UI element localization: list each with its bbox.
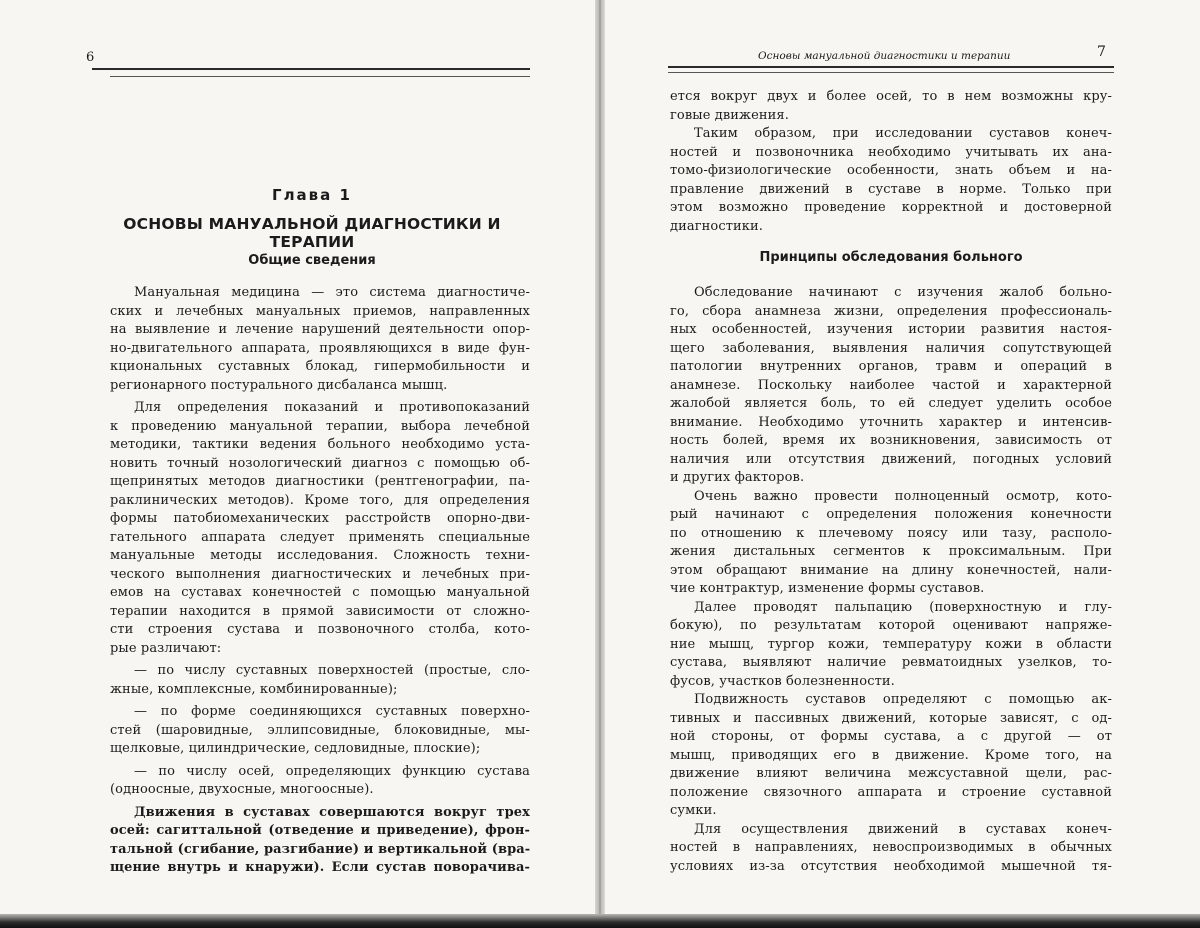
text-line: Далее проводят пальпацию (поверхностную и глу- (670, 599, 1112, 618)
text-line: рые различают: (110, 640, 530, 659)
book-gutter (595, 0, 605, 928)
text-line: ностей в направлениях, невоспроизводимых в обычных (670, 839, 1112, 858)
left-page (0, 0, 598, 928)
text-line: щение внутрь и кнаружи). Если сустав поворачива- (110, 859, 530, 878)
text-line: движение влияют величина межсуставной щели, рас- (670, 765, 1112, 784)
text-line: емов на суставах конечностей с помощью мануальной (110, 584, 530, 603)
text-line: ность болей, время их возникновения, зависимость от (670, 432, 1112, 451)
text-line: чие контрактур, изменение формы суставов. (670, 580, 1112, 599)
text-line: Таким образом, при исследовании суставов конеч- (670, 125, 1112, 144)
text-line: ние мышц, тургор кожи, температуру кожи в области (670, 636, 1112, 655)
header-rule-thin (110, 76, 530, 77)
text-line: кциональных суставных блокад, гипермобильности и (110, 358, 530, 377)
text-line: формы патобиомеханических расстройств опорно-дви- (110, 510, 530, 529)
text-line: регионарного постурального дисбаланса мышц. (110, 377, 530, 396)
text-line: правление движений в суставе в норме. Только при (670, 181, 1112, 200)
text-line: гательного аппарата следует применять специальные (110, 529, 530, 548)
text-line: томо-физиологические особенности, знать объем и на- (670, 162, 1112, 181)
text-line: этом возможно проведение корректной и достоверной (670, 199, 1112, 218)
text-line: — по форме соединяющихся суставных поверхно- (110, 703, 530, 722)
text-line: внимание. Необходимо уточнить характер и интенсив- (670, 414, 1112, 433)
text-line: но-двигательного аппарата, проявляющихся в виде фун- (110, 340, 530, 359)
text-line: и других факторов. (670, 469, 1112, 488)
text-line: по отношению к плечевому поясу или тазу, располо- (670, 525, 1112, 544)
text-line: ных особенностей, изучения истории развития настоя- (670, 321, 1112, 340)
text-line: — по числу суставных поверхностей (простые, сло- (110, 662, 530, 681)
text-line: ностей и позвоночника необходимо учитывать их ана- (670, 144, 1112, 163)
text-line: жения дистальных сегментов к проксимальным. При (670, 543, 1112, 562)
chapter-title: ОСНОВЫ МАНУАЛЬНОЙ ДИАГНОСТИКИ И ТЕРАПИИ (88, 215, 536, 251)
text-line: Мануальная медицина — это система диагностиче- (110, 284, 530, 303)
running-header: Основы мануальной диагностики и терапии (758, 50, 1010, 62)
right-top-text (670, 88, 1112, 236)
text-line: щего заболевания, выявления наличия сопутствующей (670, 340, 1112, 359)
text-line: условиях из-за отсутствия необходимой мышечной тя- (670, 858, 1112, 877)
text-line: ется вокруг двух и более осей, то в нем возможны кру- (670, 88, 1112, 107)
text-line: методики, тактики ведения больного необходимо уста- (110, 436, 530, 455)
text-line: анамнезе. Поскольку наиболее частой и характерной (670, 377, 1112, 396)
text-line: Для осуществления движений в суставах конеч- (670, 821, 1112, 840)
text-line: диагностики. (670, 218, 1112, 237)
text-line: (одноосные, двухосные, многоосные). (110, 781, 530, 800)
text-line: — по числу осей, определяющих функцию сустава (110, 763, 530, 782)
text-line: жные, комплексные, комбинированные); (110, 681, 530, 700)
text-line: патологии внутренних органов, травм и операций в (670, 358, 1112, 377)
text-line: говые движения. (670, 107, 1112, 126)
page-number-left: 6 (86, 50, 94, 65)
text-line: Обследование начинают с изучения жалоб больно- (670, 284, 1112, 303)
left-body-text (110, 284, 530, 878)
section-title-principles: Принципы обследования больного (668, 250, 1114, 265)
text-line: тивных и пассивных движений, которые зависят, с од- (670, 710, 1112, 729)
book-spread (0, 0, 1200, 928)
text-line: рый начинают с определения положения конечности (670, 506, 1112, 525)
text-line: мышц, приводящих его в движение. Кроме того, на (670, 747, 1112, 766)
right-body-text (670, 284, 1112, 876)
text-line: сумки. (670, 802, 1112, 821)
text-line: сустава, выявляют наличие ревматоидных узелков, то- (670, 654, 1112, 673)
text-line: к проведению мануальной терапии, выбора лечебной (110, 418, 530, 437)
header-rule-right (668, 66, 1114, 68)
text-line: фусов, участков болезненности. (670, 673, 1112, 692)
text-line: осей: сагиттальной (отведение и приведение), фрон- (110, 822, 530, 841)
text-line: сти строения сустава и позвоночного столба, кото- (110, 621, 530, 640)
header-rule (92, 68, 530, 70)
text-line: терапии находится в прямой зависимости от сложно- (110, 603, 530, 622)
text-line: ческого выполнения диагностических и лечебных при- (110, 566, 530, 585)
text-line: го, сбора анамнеза жизни, определения профессиональ- (670, 303, 1112, 322)
text-line: раклинических методов). Кроме того, для определения (110, 492, 530, 511)
header-rule-right-thin (668, 72, 1114, 73)
text-line: бокую), по результатам которой оценивают напряже- (670, 617, 1112, 636)
text-line: наличия или отсутствия движений, погодных условий (670, 451, 1112, 470)
text-line: стей (шаровидные, эллипсовидные, блоковидные, мы- (110, 722, 530, 741)
text-line: ских и лечебных мануальных приемов, направленных (110, 303, 530, 322)
text-line: жалобой является боль, то ей следует уделить особое (670, 395, 1112, 414)
text-line: на выявление и лечение нарушений деятельности опор- (110, 321, 530, 340)
text-line: тальной (сгибание, разгибание) и вертикальной (вра- (110, 841, 530, 860)
text-line: новить точный нозологический диагноз с помощью об- (110, 455, 530, 474)
text-line: щелковые, цилиндрические, седловидные, плоские); (110, 740, 530, 759)
text-line: этом обращают внимание на длину конечностей, нали- (670, 562, 1112, 581)
chapter-label: Глава 1 (92, 186, 532, 204)
text-line: щепринятых методов диагностики (рентгенографии, па- (110, 473, 530, 492)
page-number-right: 7 (1097, 44, 1106, 60)
section-title-general: Общие сведения (92, 253, 532, 268)
text-line: Для определения показаний и противопоказаний (110, 399, 530, 418)
text-line: ной стороны, от формы сустава, а с другой — от (670, 728, 1112, 747)
scan-bottom-edge (0, 914, 1200, 928)
text-line: положение связочного аппарата и строение суставной (670, 784, 1112, 803)
text-line: Подвижность суставов определяют с помощью ак- (670, 691, 1112, 710)
text-line: Очень важно провести полноценный осмотр, кото- (670, 488, 1112, 507)
text-line: Движения в суставах совершаются вокруг трех (110, 804, 530, 823)
text-line: мануальные методы исследования. Сложность техни- (110, 547, 530, 566)
